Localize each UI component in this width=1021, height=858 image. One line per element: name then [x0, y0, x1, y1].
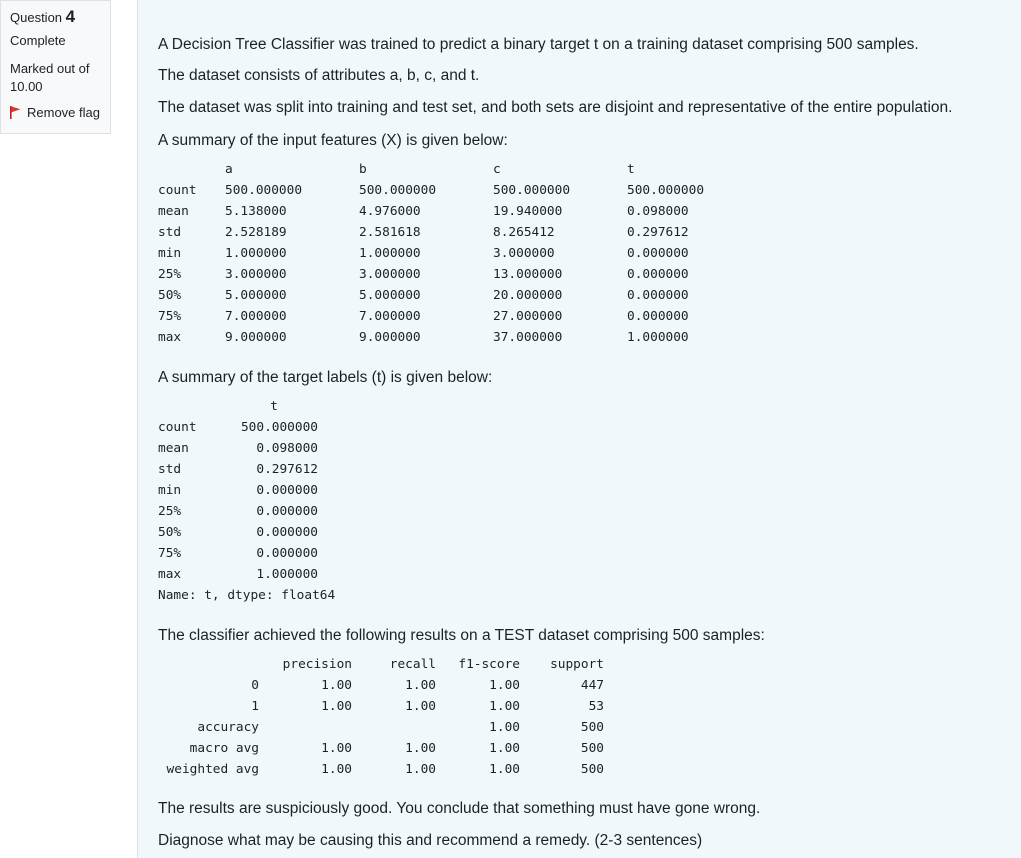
table-row — [158, 543, 558, 564]
table-cell: 0.098000 — [256, 441, 318, 456]
table-cell: 2.581618 — [359, 225, 421, 240]
table-cell: 1.00 — [321, 699, 352, 714]
table-cell: 9.000000 — [225, 330, 287, 345]
row-label: 1 — [251, 699, 259, 714]
table-row — [158, 759, 604, 780]
table-cell: 1.000000 — [359, 246, 421, 261]
row-label: 75% — [158, 546, 182, 561]
table-cell: 20.000000 — [493, 288, 563, 303]
table-header-row — [158, 654, 604, 675]
table-cell: 1.00 — [405, 762, 436, 777]
table-cell: 1.00 — [321, 762, 352, 777]
row-label: std — [158, 462, 182, 477]
column-header-c: c — [493, 162, 501, 177]
table-cell: 3.000000 — [493, 246, 555, 261]
question-grade — [10, 60, 101, 96]
intro-paragraph-2: The dataset consists of attributes a, b, c, and t. — [158, 67, 480, 84]
table-cell: 19.940000 — [493, 204, 563, 219]
table-row — [158, 480, 558, 501]
row-label: count — [158, 183, 197, 198]
table-cell: 5.000000 — [359, 288, 421, 303]
table-cell: 7.000000 — [225, 309, 287, 324]
table-cell: 5.000000 — [225, 288, 287, 303]
remove-flag-label: Remove flag — [27, 105, 100, 120]
intro-paragraph-3: The dataset was split into training and test set, and both sets are disjoint and representative of the entire population. — [158, 99, 953, 116]
table-cell: 447 — [580, 678, 604, 693]
t-summary-label: A summary of the target labels (t) is given below: — [158, 369, 493, 386]
row-label: 50% — [158, 525, 182, 540]
table-header-row — [158, 159, 761, 180]
table-cell: 0.000000 — [627, 246, 689, 261]
row-label: max — [158, 567, 182, 582]
table-cell: 0.098000 — [627, 204, 689, 219]
table-row — [158, 675, 604, 696]
table-cell: 9.000000 — [359, 330, 421, 345]
table-cell: 1.00 — [489, 762, 520, 777]
table-cell: 1.00 — [489, 678, 520, 693]
table-cell: 8.265412 — [493, 225, 555, 240]
table-cell: 3.000000 — [225, 267, 287, 282]
table-cell: 500.000000 — [225, 183, 303, 198]
table-cell: 7.000000 — [359, 309, 421, 324]
row-label: max — [158, 330, 182, 345]
table-cell: 0.297612 — [256, 462, 318, 477]
table-cell: 13.000000 — [493, 267, 563, 282]
question-content — [137, 0, 1021, 858]
x-summary-label: A summary of the input features (X) is given below: — [158, 132, 508, 149]
table-cell: 5.138000 — [225, 204, 287, 219]
table-cell: 1.00 — [489, 720, 520, 735]
table-row — [158, 564, 558, 585]
table-row — [158, 201, 761, 222]
table-cell: 500 — [580, 762, 604, 777]
feature-summary-table — [158, 159, 761, 348]
table-cell: 0.297612 — [627, 225, 689, 240]
table-footer: Name: t, dtype: float64 — [158, 588, 336, 603]
table-row — [158, 222, 761, 243]
remove-flag-link[interactable] — [10, 104, 101, 122]
question-number-heading — [10, 7, 101, 28]
table-cell: 500 — [580, 720, 604, 735]
row-label: min — [158, 246, 182, 261]
row-label: 25% — [158, 267, 182, 282]
question-state: Complete — [10, 33, 66, 48]
row-label: 50% — [158, 288, 182, 303]
row-label: mean — [158, 441, 189, 456]
table-row — [158, 243, 761, 264]
table-cell: 0.000000 — [627, 288, 689, 303]
table-cell: 37.000000 — [493, 330, 563, 345]
row-label: macro avg — [189, 741, 259, 756]
intro-paragraph-1: A Decision Tree Classifier was trained to predict a binary target t on a training dataset comprising 500 samples. — [158, 36, 919, 53]
table-cell: 500.000000 — [493, 183, 571, 198]
table-cell: 3.000000 — [359, 267, 421, 282]
column-header-support: support — [550, 657, 604, 672]
conclusion-paragraph: The results are suspiciously good. You conclude that something must have gone wrong. — [158, 800, 761, 817]
table-cell: 1.00 — [405, 678, 436, 693]
table-row — [158, 501, 558, 522]
table-cell: 1.00 — [321, 678, 352, 693]
table-cell: 27.000000 — [493, 309, 563, 324]
table-cell: 1.00 — [405, 699, 436, 714]
table-cell: 53 — [588, 699, 604, 714]
table-row — [158, 522, 558, 543]
column-header-t: t — [270, 399, 278, 414]
table-row — [158, 306, 761, 327]
table-cell: 1.000000 — [627, 330, 689, 345]
column-header-f1-score: f1-score — [458, 657, 520, 672]
table-cell: 0.000000 — [256, 483, 318, 498]
classification-report-table — [158, 654, 604, 780]
flag-icon — [10, 106, 22, 120]
row-label: count — [158, 420, 197, 435]
column-header-a: a — [225, 162, 233, 177]
grade-value: 10.00 — [10, 79, 43, 94]
table-row — [158, 264, 761, 285]
row-label: 25% — [158, 504, 182, 519]
table-cell: 500 — [580, 741, 604, 756]
table-cell: 1.00 — [321, 741, 352, 756]
table-cell: 1.000000 — [225, 246, 287, 261]
table-row — [158, 417, 558, 438]
table-cell: 0.000000 — [627, 267, 689, 282]
table-row — [158, 738, 604, 759]
question-number: 4 — [65, 7, 76, 26]
column-header-recall: recall — [389, 657, 436, 672]
table-footer-row — [158, 585, 558, 606]
table-row — [158, 696, 604, 717]
question-info-panel — [0, 0, 111, 134]
table-cell: 0.000000 — [627, 309, 689, 324]
target-summary-table — [158, 396, 558, 606]
table-cell: 2.528189 — [225, 225, 287, 240]
column-header-t: t — [627, 162, 635, 177]
table-cell: 500.000000 — [627, 183, 705, 198]
task-paragraph: Diagnose what may be causing this and recommend a remedy. (2-3 sentences) — [158, 832, 703, 849]
column-header-precision: precision — [282, 657, 352, 672]
table-cell: 500.000000 — [240, 420, 318, 435]
grade-label: Marked out of — [10, 61, 90, 76]
table-cell: 1.00 — [489, 699, 520, 714]
row-label: 75% — [158, 309, 182, 324]
question-label: Question — [10, 10, 63, 25]
table-cell: 0.000000 — [256, 546, 318, 561]
table-cell: 4.976000 — [359, 204, 421, 219]
row-label: weighted avg — [166, 762, 259, 777]
table-cell: 1.00 — [405, 741, 436, 756]
table-cell: 1.000000 — [256, 567, 318, 582]
table-row — [158, 717, 604, 738]
table-row — [158, 285, 761, 306]
table-cell: 500.000000 — [359, 183, 437, 198]
table-row — [158, 438, 558, 459]
results-label: The classifier achieved the following results on a TEST dataset comprising 500 samples: — [158, 627, 765, 644]
row-label: mean — [158, 204, 189, 219]
row-label: min — [158, 483, 182, 498]
table-row — [158, 459, 558, 480]
column-header-b: b — [359, 162, 367, 177]
row-label: 0 — [251, 678, 259, 693]
table-cell: 1.00 — [489, 741, 520, 756]
table-cell: 0.000000 — [256, 525, 318, 540]
row-label: std — [158, 225, 182, 240]
table-row — [158, 327, 761, 348]
table-header-row — [158, 396, 558, 417]
row-label: accuracy — [197, 720, 259, 735]
table-cell: 0.000000 — [256, 504, 318, 519]
table-row — [158, 180, 761, 201]
